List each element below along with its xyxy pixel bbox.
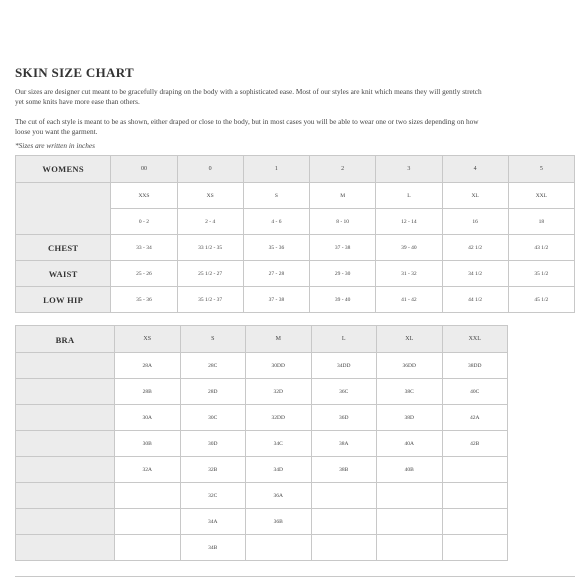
size-number-cell: 00 (111, 156, 177, 183)
intro-paragraph-1: Our sizes are designer cut meant to be gracefully draping on the body with a sophisticated ease. Most of our styles are knit which means they will gently stretch yet some knits have more ease than others. (15, 87, 482, 106)
measurement-cell: 39 - 40 (376, 235, 442, 261)
bra-cup-cell (442, 509, 508, 535)
measurement-row (16, 235, 575, 261)
bra-cup-cell: 30C (180, 405, 246, 431)
bra-cup-cell (115, 535, 181, 561)
bra-cup-cell: 34B (180, 535, 246, 561)
bra-cup-cell (442, 483, 508, 509)
us-size-cell: 16 (442, 209, 508, 235)
bra-cup-cell (377, 535, 443, 561)
bra-cup-cell: 38D (377, 405, 443, 431)
bra-cup-cell: 30B (115, 431, 181, 457)
us-size-cell: 4 - 6 (243, 209, 309, 235)
bra-cup-cell: 28C (180, 353, 246, 379)
bra-row (16, 535, 508, 561)
womens-label: WOMENS (16, 156, 111, 183)
bra-cup-cell: 34D (246, 457, 312, 483)
bra-cup-cell (377, 509, 443, 535)
bra-cup-cell: 42B (442, 431, 508, 457)
bra-cup-cell (115, 483, 181, 509)
size-number-cell: 0 (177, 156, 243, 183)
bra-cup-cell: 34DD (311, 353, 377, 379)
bra-row (16, 431, 508, 457)
measurement-row (16, 261, 575, 287)
bra-row-label (16, 457, 115, 483)
bra-cup-cell: 32B (180, 457, 246, 483)
bra-size-cell: XL (377, 326, 443, 353)
us-size-cell: 18 (508, 209, 574, 235)
bra-cup-cell (442, 535, 508, 561)
bottom-divider (15, 576, 575, 577)
bra-row (16, 509, 508, 535)
bra-cup-cell: 36DD (377, 353, 443, 379)
measurement-cell: 35 - 36 (111, 287, 177, 313)
measurement-cell: 37 - 38 (310, 235, 376, 261)
measurement-cell: 44 1/2 (442, 287, 508, 313)
bra-cup-cell: 28D (180, 379, 246, 405)
bra-row-label (16, 483, 115, 509)
bra-cup-cell: 36C (311, 379, 377, 405)
bra-cup-cell: 32DD (246, 405, 312, 431)
measurement-cell: 25 1/2 - 27 (177, 261, 243, 287)
bra-cup-cell: 40A (377, 431, 443, 457)
bra-cup-cell: 36B (246, 509, 312, 535)
size-letter-cell: S (243, 183, 309, 209)
bra-row (16, 483, 508, 509)
measurement-label: CHEST (16, 235, 111, 261)
bra-cup-cell: 34C (246, 431, 312, 457)
size-number-cell: 2 (310, 156, 376, 183)
size-letter-cell: XXL (508, 183, 574, 209)
womens-label-blank (16, 183, 111, 235)
bra-cup-cell (115, 509, 181, 535)
bra-cup-cell (311, 535, 377, 561)
bra-cup-cell: 30DD (246, 353, 312, 379)
bra-cup-cell: 36D (311, 405, 377, 431)
size-number-cell: 3 (376, 156, 442, 183)
bra-label: BRA (16, 326, 115, 353)
size-letter-cell: XXS (111, 183, 177, 209)
bra-row (16, 405, 508, 431)
bra-cup-cell (311, 483, 377, 509)
measurement-cell: 37 - 38 (243, 287, 309, 313)
measurement-cell: 29 - 30 (310, 261, 376, 287)
size-number-cell: 4 (442, 156, 508, 183)
intro-paragraph-2: The cut of each style is meant to be as shown, either draped or close to the body, but in most cases you will be able to wear one or two sizes depending on how loose you want the garment. (15, 117, 479, 136)
measurement-cell: 31 - 32 (376, 261, 442, 287)
bra-cup-cell: 40B (377, 457, 443, 483)
measurement-cell: 35 1/2 - 37 (177, 287, 243, 313)
bra-cup-cell: 38DD (442, 353, 508, 379)
measurement-label: LOW HIP (16, 287, 111, 313)
bra-cup-cell (442, 457, 508, 483)
bra-cup-cell: 32D (246, 379, 312, 405)
measurement-cell: 35 1/2 (508, 261, 574, 287)
bra-cup-cell (377, 483, 443, 509)
bra-row (16, 379, 508, 405)
measurement-cell: 25 - 26 (111, 261, 177, 287)
us-size-cell: 2 - 4 (177, 209, 243, 235)
bra-cup-cell: 30D (180, 431, 246, 457)
measurement-cell: 33 1/2 - 35 (177, 235, 243, 261)
measurement-cell: 35 - 36 (243, 235, 309, 261)
bra-header-row (16, 326, 508, 353)
bra-cup-cell: 36A (246, 483, 312, 509)
bra-size-cell: XS (115, 326, 181, 353)
bra-cup-cell: 42A (442, 405, 508, 431)
size-number-cell: 5 (508, 156, 574, 183)
size-number-cell: 1 (243, 156, 309, 183)
bra-cup-cell: 38B (311, 457, 377, 483)
womens-size-number-row (16, 156, 575, 183)
bra-cup-cell: 28B (115, 379, 181, 405)
measurement-cell: 43 1/2 (508, 235, 574, 261)
units-note: *Sizes are written in inches (15, 141, 95, 150)
measurement-label: WAIST (16, 261, 111, 287)
bra-size-cell: S (180, 326, 246, 353)
measurement-cell: 45 1/2 (508, 287, 574, 313)
size-letter-cell: XL (442, 183, 508, 209)
us-size-cell: 12 - 14 (376, 209, 442, 235)
bra-cup-cell: 38C (377, 379, 443, 405)
bra-row (16, 457, 508, 483)
measurement-cell: 27 - 28 (243, 261, 309, 287)
bra-cup-cell (311, 509, 377, 535)
bra-cup-cell: 30A (115, 405, 181, 431)
size-letter-cell: L (376, 183, 442, 209)
bra-row-label (16, 535, 115, 561)
measurement-cell: 39 - 40 (310, 287, 376, 313)
bra-row-label (16, 405, 115, 431)
bra-row-label (16, 509, 115, 535)
bra-size-table (15, 325, 508, 561)
measurement-cell: 33 - 34 (111, 235, 177, 261)
bra-row-label (16, 431, 115, 457)
bra-size-cell: M (246, 326, 312, 353)
bra-size-cell: XXL (442, 326, 508, 353)
size-letter-cell: M (310, 183, 376, 209)
bra-row (16, 353, 508, 379)
womens-size-table (15, 155, 575, 313)
measurement-row (16, 287, 575, 313)
bra-cup-cell: 38A (311, 431, 377, 457)
measurement-cell: 34 1/2 (442, 261, 508, 287)
size-letter-cell: XS (177, 183, 243, 209)
womens-size-letter-row (16, 183, 575, 209)
us-size-cell: 8 - 10 (310, 209, 376, 235)
page-title: SKIN SIZE CHART (15, 65, 134, 80)
bra-row-label (16, 379, 115, 405)
bra-cup-cell (246, 535, 312, 561)
us-size-cell: 0 - 2 (111, 209, 177, 235)
bra-row-label (16, 353, 115, 379)
bra-cup-cell: 32A (115, 457, 181, 483)
bra-cup-cell: 32C (180, 483, 246, 509)
bra-cup-cell: 34A (180, 509, 246, 535)
bra-cup-cell: 40C (442, 379, 508, 405)
measurement-cell: 42 1/2 (442, 235, 508, 261)
bra-cup-cell: 28A (115, 353, 181, 379)
bra-size-cell: L (311, 326, 377, 353)
measurement-cell: 41 - 42 (376, 287, 442, 313)
